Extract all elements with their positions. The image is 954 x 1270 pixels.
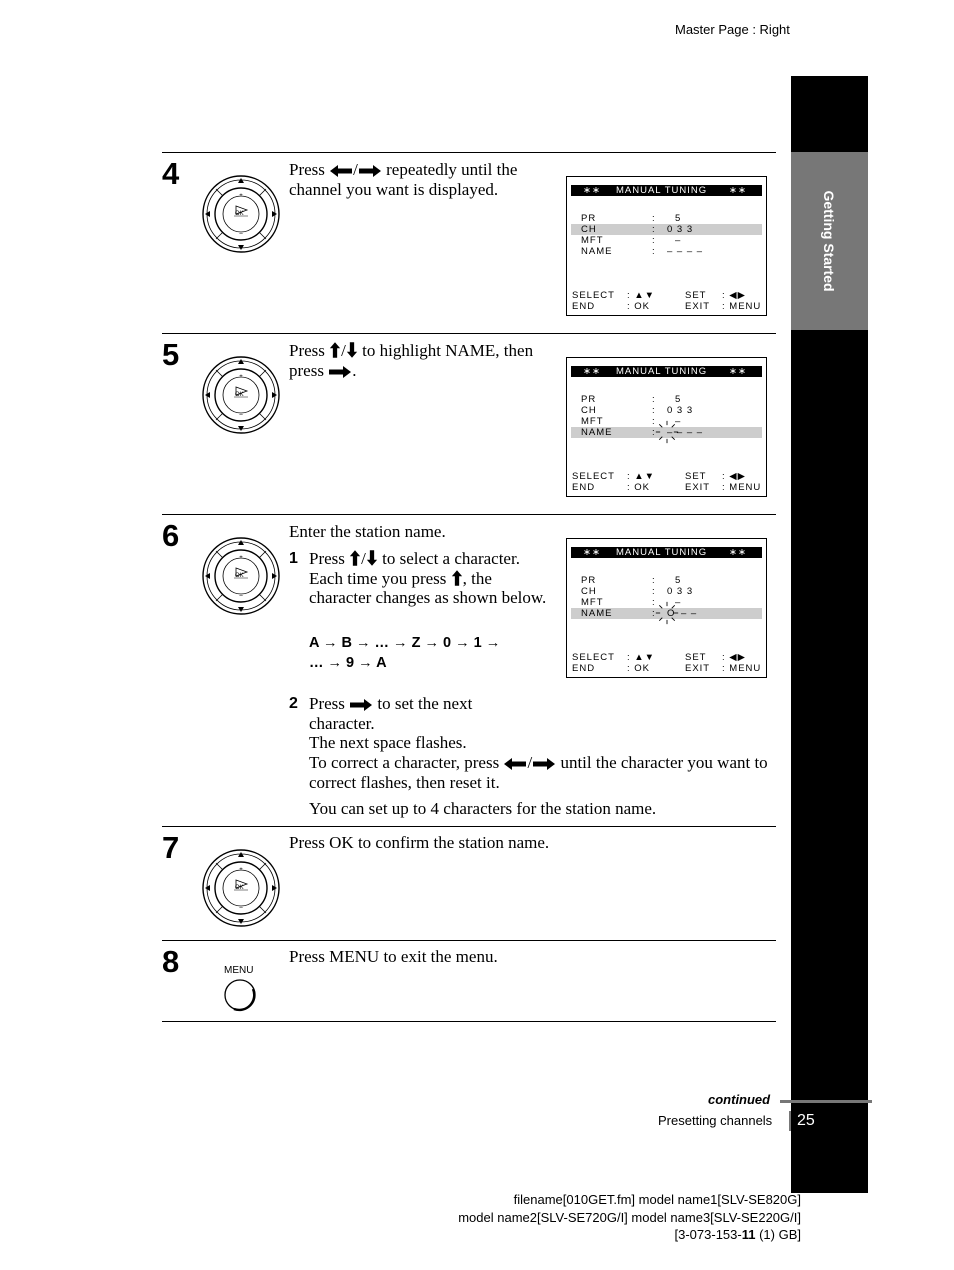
substep-2-flash-note: The next space flashes. <box>309 733 467 752</box>
ok-label: OK <box>235 885 244 891</box>
osd-screen <box>566 538 767 678</box>
substep-2-text: Press to set the next character. <box>309 694 473 733</box>
up-arrow-icon <box>349 549 361 567</box>
osd-title-bar: ∗∗ MANUAL TUNING ∗∗ <box>571 547 762 558</box>
osd-title-bar: ∗∗ MANUAL TUNING ∗∗ <box>571 185 762 196</box>
down-arrow-icon <box>346 341 358 359</box>
step-number: 4 <box>162 156 180 191</box>
right-arrow-icon <box>349 698 373 712</box>
osd-row-mft: MFT : – <box>581 416 682 427</box>
substep-number: 2 <box>289 695 298 712</box>
osd-footer-row: SELECT : ▲▼ SET : ◀▶ <box>572 652 746 663</box>
ok-label: OK <box>235 392 244 398</box>
osd-footer-row: END : OK EXIT : MENU <box>572 301 762 312</box>
divider <box>162 152 776 153</box>
flashing-cursor-icon <box>655 601 679 625</box>
substep-1-text: Press / to select a character. Each time you press , the character changes as shown below. <box>309 549 547 607</box>
osd-footer-row: SELECT : ▲▼ SET : ◀▶ <box>572 290 746 301</box>
sidebar-section-label: Getting Started <box>821 190 837 292</box>
ok-label: OK <box>235 211 244 217</box>
divider <box>162 514 776 515</box>
page-number: 25 <box>797 1112 815 1129</box>
right-arrow-icon <box>532 757 556 771</box>
osd-row-mft: MFT : – <box>581 597 682 608</box>
left-arrow-icon <box>329 164 353 178</box>
step-number: 6 <box>162 518 180 553</box>
character-sequence: A → B → … → Z → 0 → 1 → <box>309 635 501 651</box>
osd-row-ch: CH : 0 3 3 <box>571 224 762 235</box>
up-arrow-icon <box>451 569 463 587</box>
file-info-line: filename[010GET.fm] model name1[SLV-SE820G] <box>513 1192 801 1207</box>
osd-footer-row: END : OK EXIT : MENU <box>572 663 762 674</box>
osd-title-bar: ∗∗ MANUAL TUNING ∗∗ <box>571 366 762 377</box>
osd-row-pr: PR : 5 <box>581 575 682 586</box>
menu-button-icon <box>223 978 259 1014</box>
step-number: 7 <box>162 830 180 865</box>
divider <box>162 940 776 941</box>
master-page-label: Master Page : Right <box>675 22 790 37</box>
file-info-line: model name2[SLV-SE720G/I] model name3[SLV-SE220G/I] <box>458 1210 801 1225</box>
up-arrow-icon <box>329 341 341 359</box>
flashing-cursor-icon <box>655 420 679 444</box>
continued-label: continued <box>708 1092 771 1107</box>
page-number-divider <box>789 1111 791 1131</box>
osd-row-mft: MFT : – <box>581 235 682 246</box>
osd-row-pr: PR : 5 <box>581 213 682 224</box>
step-7-instruction: Press OK to confirm the station name. <box>289 833 550 852</box>
substep-2-correction: To correct a character, press / until the character you want to correct flashes, then reset it. <box>309 753 768 792</box>
osd-footer-row: END : OK EXIT : MENU <box>572 482 762 493</box>
step-number: 8 <box>162 944 180 979</box>
continued-rule <box>780 1100 872 1103</box>
down-arrow-icon <box>366 549 378 567</box>
right-arrow-icon <box>328 365 352 379</box>
step-number: 5 <box>162 337 180 372</box>
divider <box>162 333 776 334</box>
divider <box>162 826 776 827</box>
character-sequence: … → 9 → A <box>309 655 387 671</box>
osd-row-pr: PR : 5 <box>581 394 682 405</box>
menu-button-label: MENU <box>224 965 254 976</box>
osd-row-name: NAME : O – – <box>571 608 762 619</box>
osd-row-name: NAME : – – – – <box>571 427 762 438</box>
osd-screen <box>566 176 767 316</box>
file-info-line: [3-073-153-11 (1) GB] <box>674 1227 801 1242</box>
section-name: Presetting channels <box>658 1113 773 1128</box>
step-8-instruction: Press MENU to exit the menu. <box>289 947 498 966</box>
divider <box>162 1021 776 1022</box>
step-5-instruction: Press / to highlight NAME, then press . <box>289 341 534 380</box>
osd-footer-row: SELECT : ▲▼ SET : ◀▶ <box>572 471 746 482</box>
osd-row-ch: CH : 0 3 3 <box>581 405 694 416</box>
osd-screen <box>566 357 767 497</box>
ok-label: OK <box>235 573 244 579</box>
station-name-note: You can set up to 4 characters for the station name. <box>309 799 657 818</box>
osd-row-name: NAME : – – – – <box>581 246 704 257</box>
left-arrow-icon <box>503 757 527 771</box>
substep-number: 1 <box>289 550 298 567</box>
osd-row-ch: CH : 0 3 3 <box>581 586 694 597</box>
step-4-instruction: Press / repeatedly until the channel you want is displayed. <box>289 160 518 199</box>
right-arrow-icon <box>358 164 382 178</box>
step-6-intro: Enter the station name. <box>289 522 446 541</box>
